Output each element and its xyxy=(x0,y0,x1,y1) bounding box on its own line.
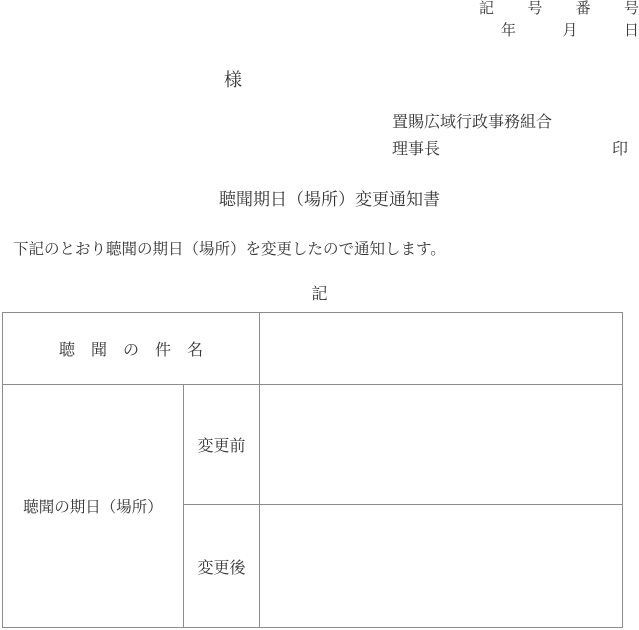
subject-value-cell[interactable] xyxy=(260,313,622,385)
before-label-cell: 変更前 xyxy=(184,385,260,505)
hearing-change-table xyxy=(2,312,623,628)
addressee-honorific: 様 xyxy=(224,70,242,90)
section-marker: 記 xyxy=(311,286,328,303)
body-text: 下記のとおり聴聞の期日（場所）を変更したので通知します。 xyxy=(13,241,446,258)
ref-char-go: 号 xyxy=(527,1,543,17)
sender-title: 理事長 xyxy=(392,141,441,158)
document-title: 聴聞期日（場所）変更通知書 xyxy=(219,190,440,209)
after-value-cell[interactable] xyxy=(260,505,622,627)
datetime-label-cell: 聴聞の期日（場所） xyxy=(3,385,184,627)
date-char-day: 日 xyxy=(623,23,639,39)
ref-char-go2: 号 xyxy=(623,1,639,17)
date-char-year: 年 xyxy=(501,23,517,39)
subject-label-cell: 聴 聞 の 件 名 xyxy=(3,313,260,385)
date-line xyxy=(501,23,639,40)
sender-organization: 置賜広域行政事務組合 xyxy=(392,114,553,131)
ref-char-ban: 番 xyxy=(575,1,591,17)
before-value-cell[interactable] xyxy=(260,385,622,505)
ref-char-ki: 記 xyxy=(479,1,495,17)
date-char-month: 月 xyxy=(562,23,578,39)
reference-number-line xyxy=(479,1,639,18)
seal-mark: 印 xyxy=(612,141,629,158)
after-label-cell: 変更後 xyxy=(184,505,260,627)
